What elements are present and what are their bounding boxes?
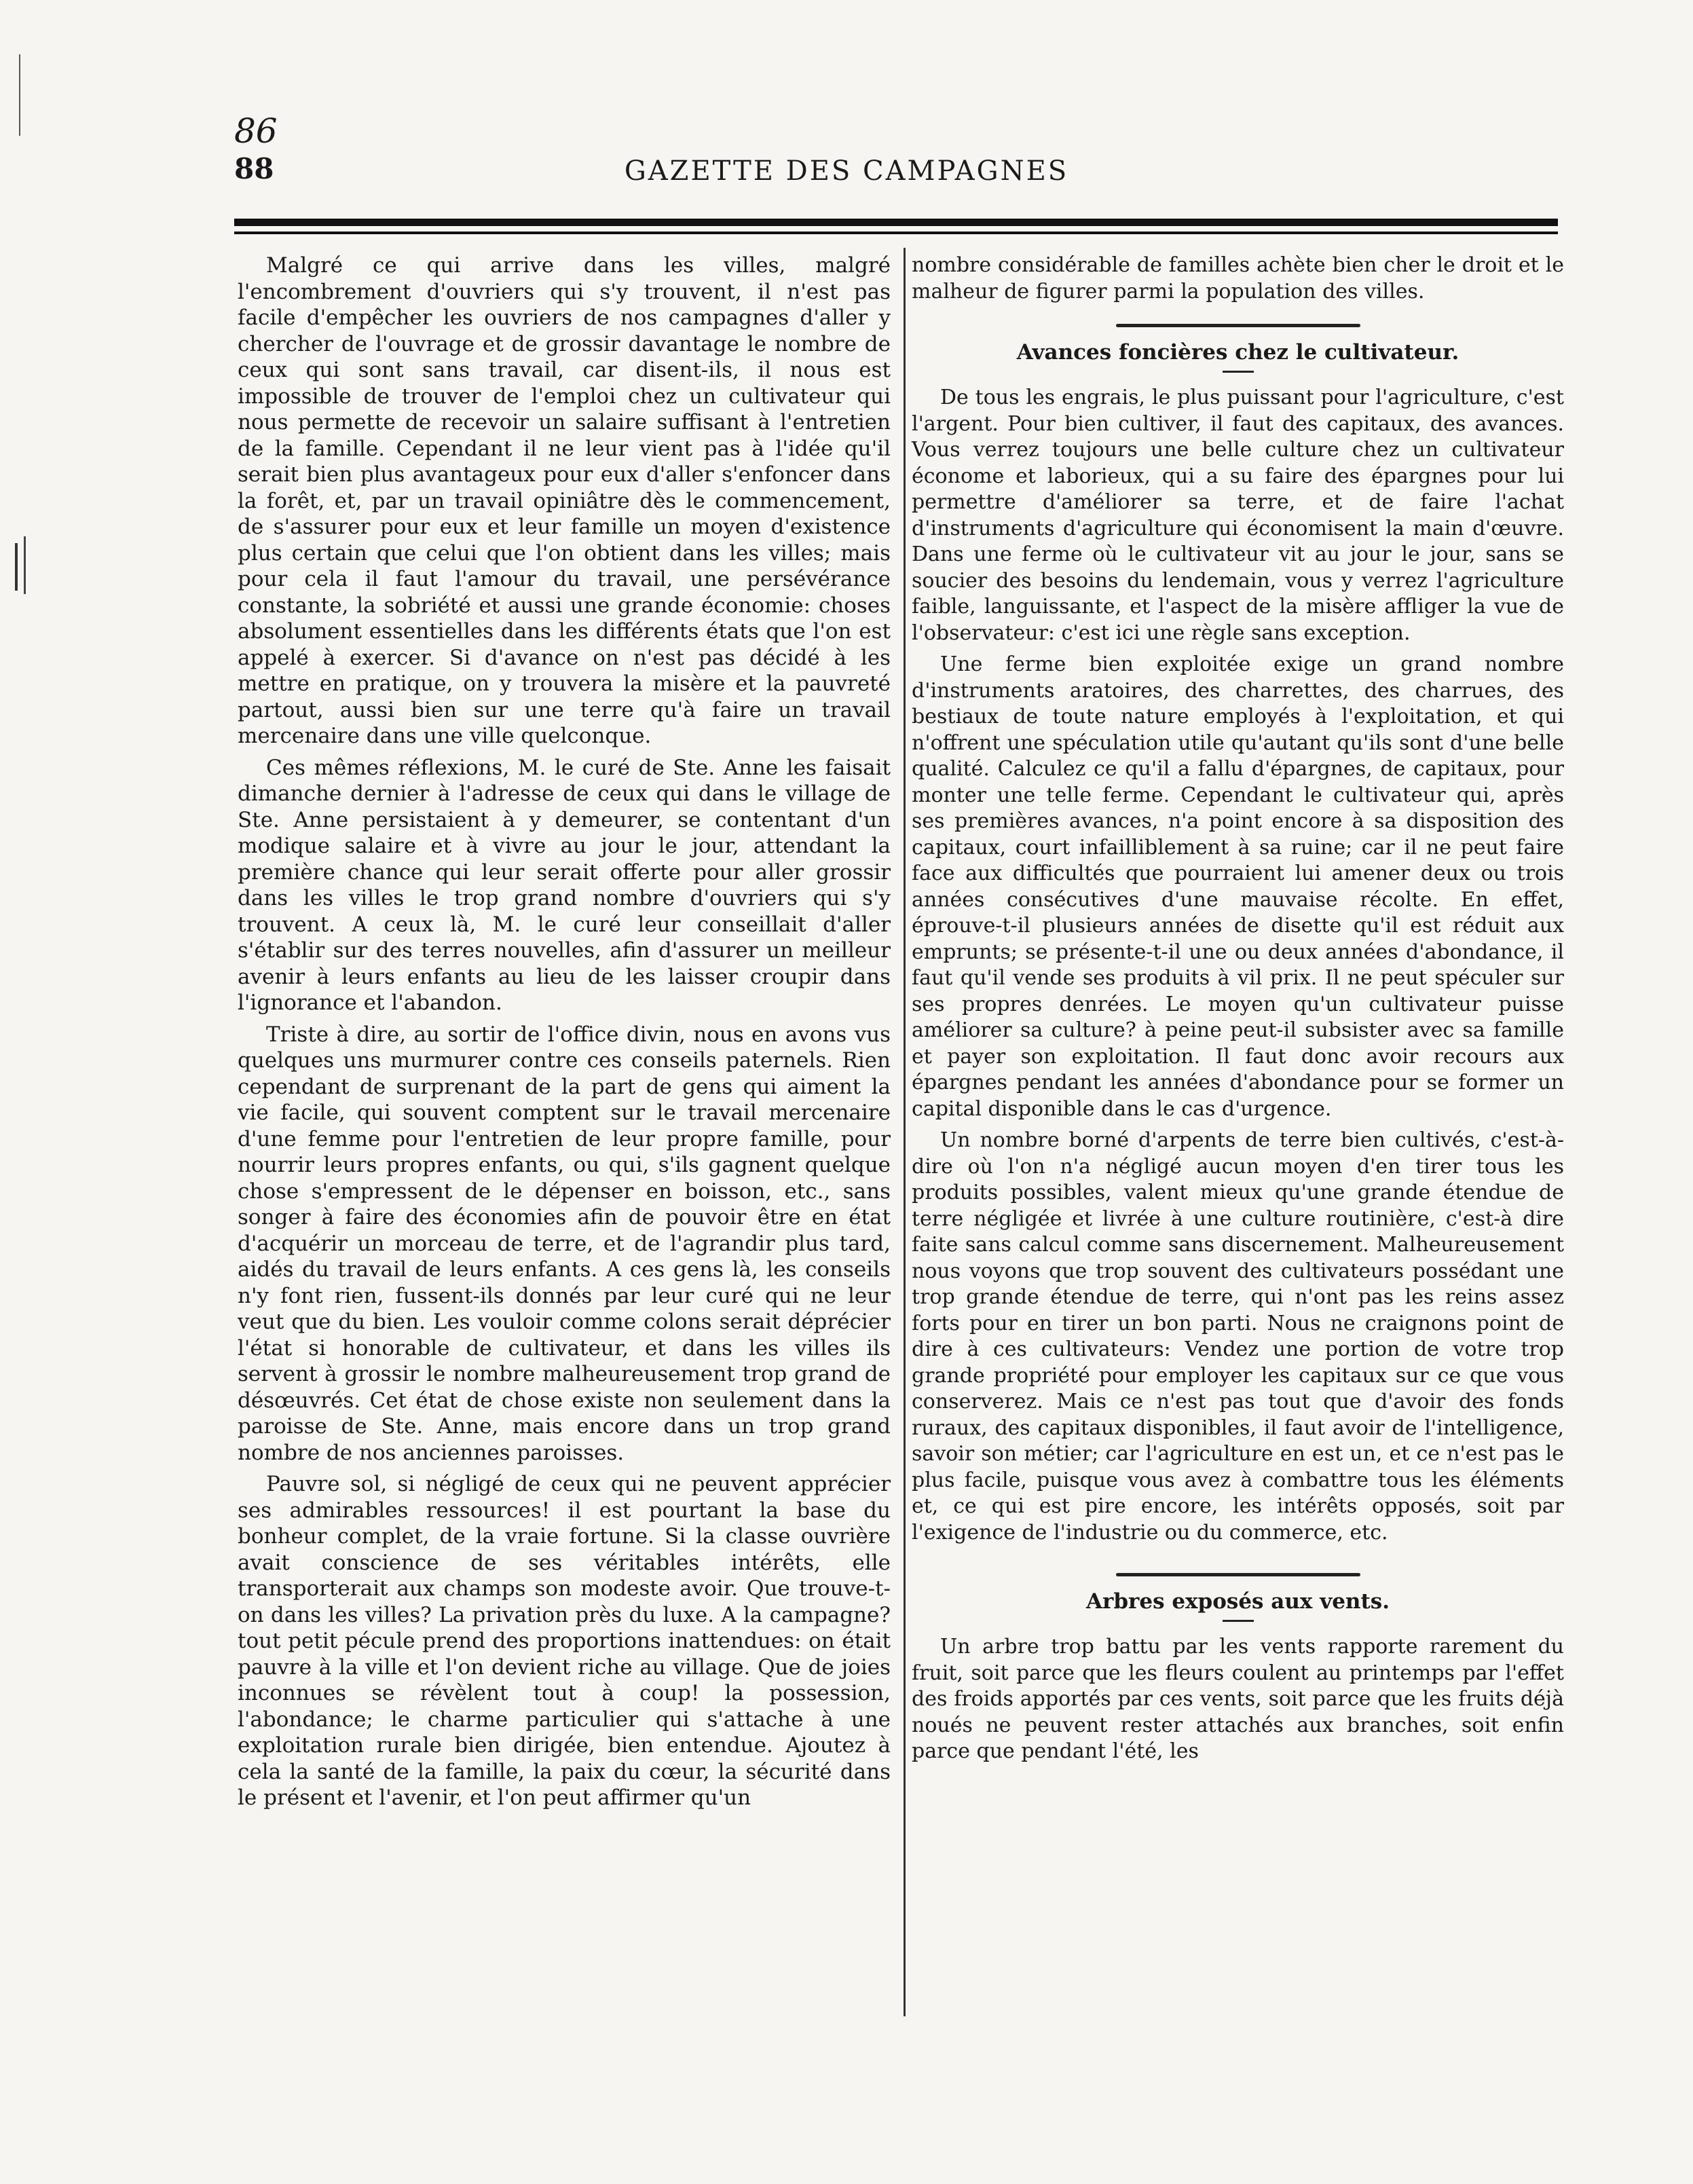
paragraph-continuation: nombre considérable de familles achète bien cher le droit et le malheur de figurer parmi la population des villes. — [912, 253, 1564, 303]
paragraph: Une ferme bien exploitée exige un grand nombre d'instruments aratoires, des charrettes, des charrues, des bestiaux de toute nature employés à l'exploitation, et qui n'offrent une spéculation utile qu'autant qu'ils sont d'une belle qualité. Calculez ce qu'il a fallu d'épargnes, de capitaux, pour monter une telle ferme. Cependant le cultivateur qui, après ses premières avances, n'a point encore à sa disposition des capitaux, court infailliblement à sa ruine; car il ne peut faire face aux difficultés que pourraient lui amener deux ou trois années consécutives d'une mauvaise récolte. En effet, éprouve-t-il plusieurs années de disette qu'il est réduit aux emprunts; se présente-t-il une ou deux années d'abondance, il faut qu'il vende ses produits à vil prix. Il ne peut spéculer sur ses propres denrées. Le moyen qu'un cultivateur puisse améliorer sa culture? à peine peut-il subsister avec sa famille et payer son exploitation. Il faut donc avoir recours aux épargnes pendant les années d'abondance pour se former un capital disponible dans le cas d'urgence. — [912, 652, 1564, 1121]
page-number-struck: 88 — [234, 152, 274, 185]
paragraph: Un arbre trop battu par les vents rapporte rarement du fruit, soit parce que les fleurs coulent au printemps par l'effet des froids apportés par ces vents, soit parce que les fruits déjà noués ne peuvent rester attachés aux branches, soit enfin parce que pendant l'été, les — [912, 1635, 1564, 1763]
header-rule-thick — [234, 219, 1558, 226]
paragraph: Pauvre sol, si négligé de ceux qui ne peuvent apprécier ses admirables ressources! il est pourtant la base du bonheur complet, de la vraie fortune. Si la classe ouvrière avait conscience de ses véritables intérêts, elle transporterait aux champs son modeste avoir. Que trouve-t-on dans les villes? La privation près du luxe. A la campagne? tout petit pécule prend des proportions inattendues: on était pauvre à la ville et l'on devient riche au village. Que de joies inconnues se révèlent tout à coup! la possession, l'abondance; le charme particulier qui s'attache à une exploitation rurale bien dirigée, bien entendue. Ajoutez à cela la santé de la famille, la paix du cœur, la sécurité dans le présent et l'avenir, et l'on peut affirmer qu'un — [238, 1472, 891, 1810]
header-rule-thin — [234, 232, 1558, 234]
paragraph: De tous les engrais, le plus puissant pour l'agriculture, c'est l'argent. Pour bien cultiver, il faut des capitaux, des avances. Vous verrez toujours une belle culture chez un cultivateur économe et laborieux, qui a su faire des épargnes pour lui permettre d'améliorer sa terre, et de faire l'achat d'instruments d'agriculture qui économisent la main d'œuvre. Dans une ferme où le cultivateur vit au jour le jour, sans se soucier des besoins du lendemain, vous y verrez l'agriculture faible, languissante, et l'aspect de la misère affliger la vue de l'observateur: c'est ici une règle sans exception. — [912, 386, 1564, 645]
paragraph: Un nombre borné d'arpents de terre bien cultivés, c'est-à-dire où l'on n'a négligé aucun moyen d'en tirer tous les produits possibles, valent mieux qu'une grande étendue de terre négligée et livrée à une culture routinière, c'est-à dire faite sans calcul comme sans discernement. Malheureusement nous voyons que trop souvent des cultivateurs possédant une trop grande étendue de terre, qui n'ont pas les reins assez forts pour en tirer un bon parti. Nous ne craignons point de dire à ces cultivateurs: Vendez une portion de votre trop grande propriété pour employer les capitaux sur ce que vous conserverez. Mais ce n'est pas tout que d'avoir des fonds ruraux, des capitaux disponibles, il faut avoir de l'intelligence, savoir son métier; car l'agriculture en est un, et ce n'est pas le plus facile, puisque vous avez à combattre tous les éléments et, ce qui est pire encore, les intérêts opposés, soit par l'exigence de l'industrie ou du commerce, etc. — [912, 1128, 1564, 1544]
page-number: 86 — [234, 111, 278, 151]
section-title: Arbres exposés aux vents. — [1085, 1589, 1390, 1614]
margin-mark — [15, 543, 18, 591]
page-edge-mark — [19, 54, 20, 136]
paragraph: Ces mêmes réflexions, M. le curé de Ste. Anne les faisait dimanche dernier à l'adresse de ceux qui dans le village de Ste. Anne persistaient à y demeurer, se contentant d'un modique salaire et à vivre au jour le jour, attendant la première chance qui leur serait offerte pour aller grossir dans les villes le trop grand nombre d'ouvriers qui s'y trouvent. A ceux là, M. le curé leur conseillait d'aller s'établir sur des terres nouvelles, afin d'assurer un meilleur avenir à leurs enfants au lieu de les laisser croupir dans l'ignorance et l'abandon. — [238, 755, 891, 1015]
section-separator — [1116, 1573, 1360, 1576]
paragraph: Malgré ce qui arrive dans les villes, malgré l'encombrement d'ouvriers qui s'y trouvent, il n'est pas facile d'empêcher les ouvriers de nos campagnes d'aller y chercher de l'ouvrage et de grossir davantage le nombre de ceux qui sont sans travail, car disent-ils, il nous est impossible de trouver de l'emploi chez un cultivateur qui nous permette de recevoir un salaire suffisant à l'entretien de la famille. Cependant il ne leur vient pas à l'idée qu'il serait bien plus avantageux pour eux d'aller s'enfoncer dans la forêt, et, par un travail opiniâtre dès le commencement, de s'assurer pour eux et leur famille un moyen d'existence plus certain que celui que l'on obtient dans les villes; mais pour cela il faut l'amour du travail, une persévérance constante, la sobriété et aussi une grande économie: choses absolument essentielles dans les différents états que l'on est appelé à exercer. Si d'avance on n'est pas décidé à les mettre en pratique, on y trouvera la misère et la pauvreté partout, aussi bien sur une terre qu'à faire un travail mercenaire dans une ville quelconque. — [238, 253, 891, 748]
column-divider — [904, 248, 906, 2016]
title-dash — [1223, 371, 1254, 373]
left-column — [238, 253, 891, 1811]
margin-mark — [24, 536, 26, 594]
right-column — [912, 253, 1564, 1765]
section-separator — [1116, 324, 1360, 327]
paragraph: Triste à dire, au sortir de l'office divin, nous en avons vus quelques uns murmurer contre ces conseils paternels. Rien cependant de surprenant de la part de gens qui aiment la vie facile, qui souvent comptent sur le travail mercenaire d'une femme pour l'entretien de leur propre famille, pour nourrir leurs propres enfants, ou qui, s'ils gagnent quelque chose s'empressent de le dépenser en boisson, etc., sans songer à faire des économies afin de pouvoir être en état d'acquérir un morceau de terre, et de l'agrandir plus tard, aidés du travail de leurs enfants. A ces gens là, les conseils n'y font rien, fussent-ils donnés par leur curé qui ne leur veut que du bien. Les vouloir comme colons serait déprécier l'état si honorable de cultivateur, et dans les villes ils servent à grossir le nombre malheureusement trop grand de désœuvrés. Cet état de chose existe non seulement dans la paroisse de Ste. Anne, mais encore dans un trop grand nombre de nos anciennes paroisses. — [238, 1022, 891, 1465]
title-dash — [1223, 1620, 1254, 1622]
running-title: GAZETTE DES CAMPAGNES — [624, 155, 1069, 187]
section-title: Avances foncières chez le cultivateur. — [1016, 340, 1459, 365]
